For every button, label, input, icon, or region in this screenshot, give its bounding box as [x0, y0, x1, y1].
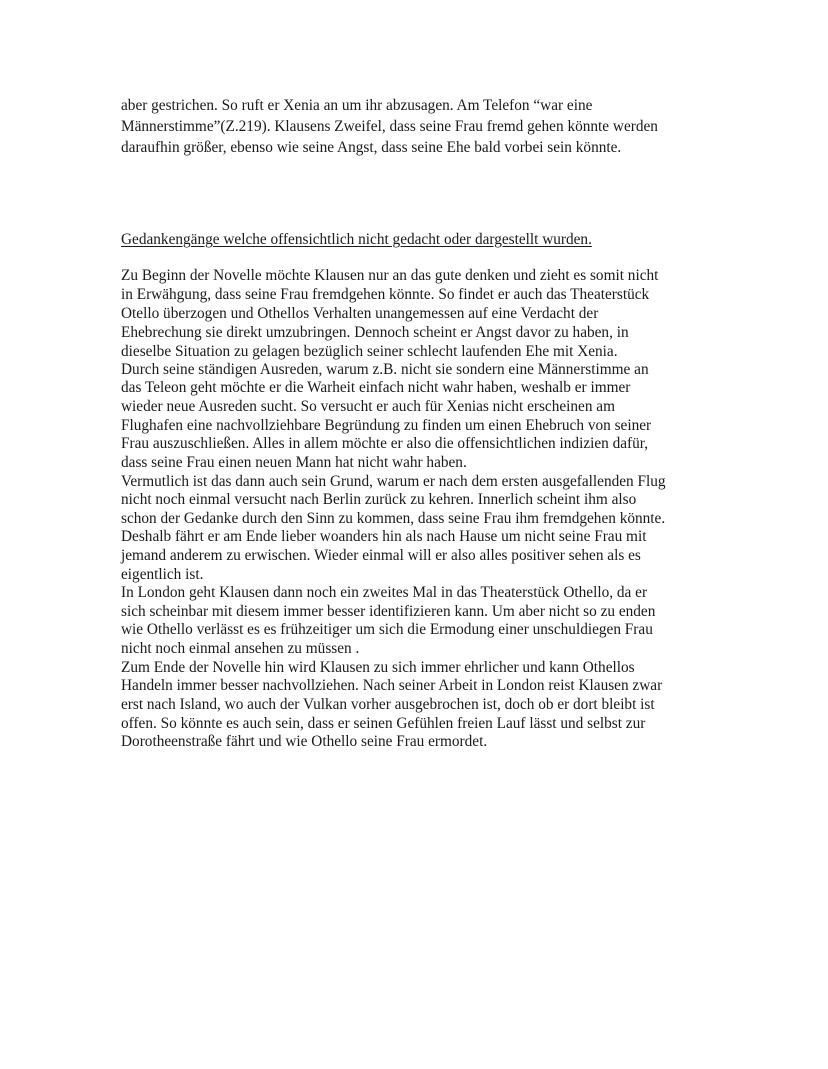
- section-heading: Gedankengänge welche offensichtlich nicht gedacht oder dargestellt wurden.: [121, 231, 592, 248]
- text-line: schon der Gedanke durch den Sinn zu kommen, dass seine Frau ihm fremdgehen könnte.: [121, 510, 666, 527]
- text-line: Frau auszuschließen. Alles in allem möchte er also die offensichtlichen indizien dafür,: [121, 435, 649, 452]
- text-line: aber gestrichen. So ruft er Xenia an um ihr abzusagen. Am Telefon “war eine: [121, 97, 593, 114]
- text-line: Dorotheenstraße fährt und wie Othello seine Frau ermordet.: [121, 733, 488, 750]
- text-line: offen. So könnte es auch sein, dass er seinen Gefühlen freien Lauf lässt und selbst zur: [121, 715, 646, 732]
- text-line: nicht noch einmal ansehen zu müssen .: [121, 640, 360, 657]
- text-line: dieselbe Situation zu gelagen bezüglich seiner schlecht laufenden Ehe mit Xenia.: [121, 343, 618, 360]
- text-line: dass seine Frau einen neuen Mann hat nicht wahr haben.: [121, 454, 467, 471]
- text-line: daraufhin größer, ebenso wie seine Angst, dass seine Ehe bald vorbei sein könnte.: [121, 139, 622, 156]
- text-line: erst nach Island, wo auch der Vulkan vorher ausgebrochen ist, doch ob er dort bleibt ist: [121, 696, 655, 713]
- text-line: Handeln immer besser nachvollziehen. Nach seiner Arbeit in London reist Klausen zwar: [121, 677, 663, 694]
- text-line: Deshalb fährt er am Ende lieber woanders hin als nach Hause um nicht seine Frau mit: [121, 528, 647, 545]
- text-line: Flughafen eine nachvollziehbare Begründung zu finden um einen Ehebruch von seiner: [121, 417, 652, 434]
- text-line: in Erwähgung, dass seine Frau fremdgehen könnte. So findet er auch das Theaterstück: [121, 286, 650, 303]
- text-line: Männerstimme”(Z.219). Klausens Zweifel, dass seine Frau fremd gehen könnte werden: [121, 118, 658, 135]
- text-line: nicht noch einmal versucht nach Berlin zurück zu kehren. Innerlich scheint ihm also: [121, 491, 637, 508]
- text-line: Zum Ende der Novelle hin wird Klausen zu sich immer ehrlicher und kann Othellos: [121, 659, 635, 676]
- text-line: Otello überzogen und Othellos Verhalten unangemessen auf eine Verdacht der: [121, 305, 599, 322]
- text-line: wie Othello verlässt es es frühzeitiger um sich die Ermodung einer unschuldiegen Frau: [121, 621, 653, 638]
- text-line: jemand anderem zu erwischen. Wieder einmal will er also alles positiver sehen als es: [121, 547, 641, 564]
- text-line: sich scheinbar mit diesem immer besser identifizieren kann. Um aber nicht so zu enden: [121, 603, 656, 620]
- text-line: Zu Beginn der Novelle möchte Klausen nur an das gute denken und zieht es somit nicht: [121, 267, 659, 284]
- text-line: In London geht Klausen dann noch ein zweites Mal in das Theaterstück Othello, da er: [121, 584, 648, 601]
- text-line: eigentlich ist.: [121, 566, 204, 583]
- text-line: Vermutlich ist das dann auch sein Grund, warum er nach dem ersten ausgefallenden Flug: [121, 473, 666, 490]
- text-line: das Teleon geht möchte er die Warheit einfach nicht wahr haben, weshalb er immer: [121, 379, 631, 396]
- text-line: Ehebrechung sie direkt umzubringen. Dennoch scheint er Angst davor zu haben, in: [121, 324, 629, 341]
- text-line: wieder neue Ausreden sucht. So versucht er auch für Xenias nicht erscheinen am: [121, 398, 615, 415]
- text-line: Durch seine ständigen Ausreden, warum z.B. nicht sie sondern eine Männerstimme an: [121, 361, 649, 378]
